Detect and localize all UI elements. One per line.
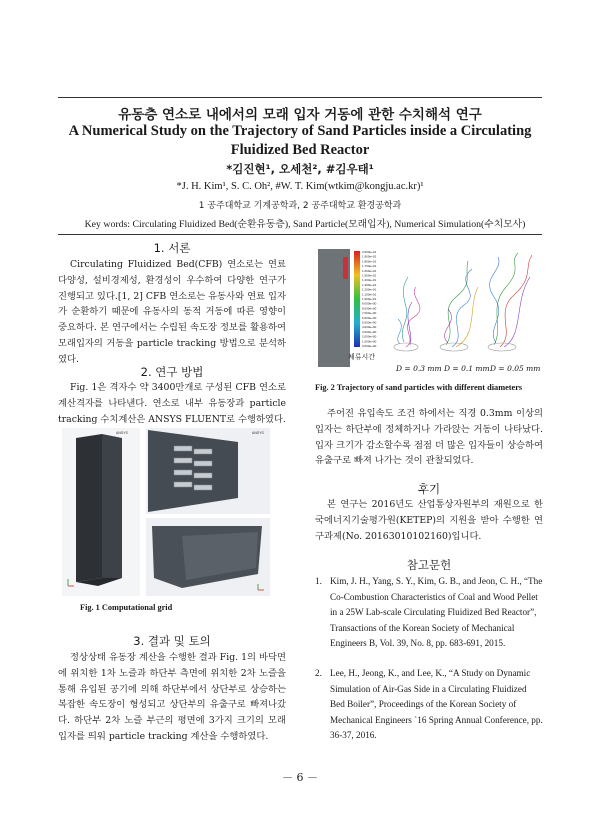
colorbar-tick-label: 2.000e+00: [362, 334, 377, 339]
section2-body: [58, 380, 286, 427]
colorbar-tick-label: 3.000e+00: [362, 329, 377, 334]
ack-heading: 후기: [417, 482, 441, 496]
section2-paragraph: Fig. 1은 격자수 약 3400만개로 구성된 CFB 연소로 계산격자를 나타낸다. 연소로 내부 유동장과 particle tracking 수치계산은 ANSYS FLUENT로 수행하였다.: [58, 382, 286, 425]
title-english-line1: A Numerical Study on the Trajectory of Sand Particles inside a Circulating: [68, 123, 532, 139]
figure2-caption: Fig. 2 Trajectory of sand particles with different diameters: [315, 383, 523, 392]
colorbar-tick-label: 1.200e+01: [362, 287, 377, 292]
figure2-graphic: [318, 247, 542, 377]
ack-paragraph: 본 연구는 2016년도 산업통상자원부의 재원으로 한국에너지기술평가원(KETEP)의 지원을 받아 수행한 연구과제(No. 20163010102160)입니다.: [315, 499, 543, 542]
colorbar-tick-label: 1.000e+00: [362, 339, 377, 344]
reference-2-text: Lee, H., Jeong, K., and Lee, K., “A Study on Dynamic Simulation of Air-Gas Side in a Circulating Fluidized Bed Boiler”, Proceedings of the Korean Society of Mechanical Engineers `16 Spring Annual Conference, pp. 36-37, 2016.: [330, 668, 543, 740]
section3-body: [58, 650, 286, 745]
section2-heading: 2. 연구 방법: [140, 365, 204, 379]
colorbar-tick-label: 1.500e+01: [362, 273, 377, 278]
colorbar-tick-label: 1.800e+01: [362, 259, 377, 264]
results-continued-body: [315, 406, 543, 469]
figure2-label-d3: D = 0.05 mm: [490, 364, 541, 373]
figure1-mesh-wall: [148, 430, 238, 512]
authors-korean: *김진현¹, 오세천², #김우태¹: [226, 162, 374, 176]
figure2-label-d1: D = 0.3 mm: [396, 364, 442, 373]
figure1-reactor-side: [102, 434, 122, 578]
colorbar-tick-label: 1.900e+01: [362, 254, 377, 259]
top-rule: [58, 97, 542, 98]
colorbar-tick-label: 1.600e+01: [362, 268, 377, 273]
figure2-trajectory-d1: [394, 277, 420, 351]
references-heading: 참고문헌: [406, 558, 452, 572]
colorbar-tick-label: 7.000e+00: [362, 311, 377, 316]
reference-1-number: 1.: [315, 576, 322, 586]
authors-english: *J. H. Kim¹, S. C. Oh², #W. T. Kim(wtkim@kongju.ac.kr)¹: [176, 181, 424, 192]
section1-heading: 1. 서론: [153, 241, 191, 255]
figure2-colorbar: [354, 251, 360, 347]
colorbar-tick-label: 9.000e+00: [362, 301, 377, 306]
reference-2-number: 2.: [315, 668, 322, 678]
figure2-reactor-highlight: [343, 257, 348, 279]
title-english: [40, 122, 560, 160]
section3-paragraph: 정상상태 유동장 계산을 수행한 결과 Fig. 1의 바닥면에 위치한 1차 노즐과 하단부 측면에 위치한 2차 노즐을 통해 유입된 공기에 의해 하단부에서 상단부로 상승하는 복잡한 속도장이 형성되고 상단부의 유출구로 빠져나갔다. 하단부 2차 노즐 부근의 평면에 3가지 크기의 모래 입자를 띄워 particle tracking 계산을 수행하였다.: [58, 652, 286, 742]
figure1: [62, 428, 270, 596]
colorbar-tick-label: 1.300e+01: [362, 282, 377, 287]
colorbar-tick-label: 1.700e+01: [362, 264, 377, 269]
colorbar-tick-label: 4.000e+00: [362, 325, 377, 330]
reference-1-text: Kim, J. H., Yang, S. Y., Kim, G. B., and Jeon, C. H., “The Co-Combustion Characteristics of Coal and Wood Pellet in a 25W Lab-scale Circulating Fluidized Bed Reactor”, Transactions of the Korean Society of Mechanical Engineers B, Vol. 39, No. 8, pp. 683-691, 2015.: [330, 576, 543, 648]
page-number: － 6 －: [282, 771, 318, 784]
figure1-caption: Fig. 1 Computational grid: [80, 603, 173, 612]
colorbar-tick-label: 0.000e+00: [362, 344, 377, 348]
section1-body: [58, 257, 286, 368]
figure2-colorbar-ticks: [362, 250, 377, 348]
figure2-label-d2: D = 0.1 mm: [444, 364, 490, 373]
figure2-trajectory-d3: [488, 253, 532, 351]
section3-heading: 3. 결과 및 토의: [133, 634, 211, 648]
reference-2: [315, 666, 543, 744]
colorbar-tick-label: 8.000e+00: [362, 306, 377, 311]
figure2: [318, 247, 542, 377]
results-continued-paragraph: 주어진 유입속도 조건 하에서는 직경 0.3mm 이상의 입자는 하단부에 정체하거나 가라앉는 거동이 나타났다. 입자 크기가 감소할수록 점점 더 많은 입자들이 상승하여 유출구로 빠져 나가는 것이 관찰되었다.: [315, 408, 543, 467]
colorbar-tick-label: 5.000e+00: [362, 320, 377, 325]
colorbar-tick-label: 1.400e+01: [362, 278, 377, 283]
keywords: Key words: Circulating Fluidized Bed(순환유동층), Sand Particle(모래입자), Numerical Simulation(수치모사): [84, 219, 526, 230]
figure2-time-label: 체류시간: [348, 353, 376, 361]
ack-body: [315, 497, 543, 544]
title-english-line2: Fluidized Bed Reactor: [230, 142, 370, 158]
colorbar-tick-label: 1.100e+01: [362, 292, 377, 297]
affiliations: 1 공주대학교 기계공학과, 2 공주대학교 환경공학과: [198, 201, 402, 211]
reference-1: [315, 574, 543, 652]
figure1-reactor-front: [76, 434, 102, 582]
title-korean: 유동층 연소로 내에서의 모래 입자 거동에 관한 수치해석 연구: [118, 107, 482, 123]
colorbar-tick-label: 1.000e+01: [362, 297, 377, 301]
figure1-ansys-label-b: ANSYS: [252, 431, 264, 435]
figure1-ansys-label-a: ANSYS: [116, 431, 128, 435]
colorbar-tick-label: 2.000e+01: [362, 250, 377, 254]
colorbar-tick-label: 6.000e+00: [362, 315, 377, 320]
bottom-rule: [58, 234, 542, 235]
section1-paragraph: Circulating Fluidized Bed(CFB) 연소로는 연료다양성, 설비경제성, 환경성이 우수하여 다양한 연구가 진행되고 있다.[1, 2] CFB 연소로는 유동사와 연료 입자가 순환하기 때문에 유동사의 동적 거동에 따른 영향이 중요하다. 본 연구에서는 수립된 속도장 정보를 활용하여 모래입자의 거동을 particle tracking 방법으로 분석하였다.: [58, 259, 286, 365]
figure2-trajectory-d2: [440, 261, 478, 351]
figure1-graphic: [62, 428, 270, 596]
